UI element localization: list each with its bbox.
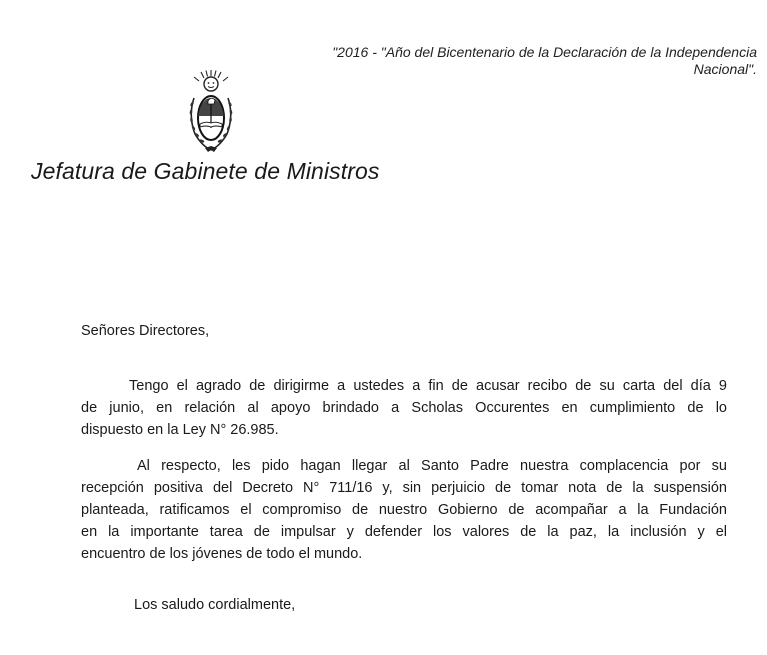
paragraph-line: recepción positiva del Decreto N° 711/16 y, sin perjuicio de tomar nota de la suspensión <box>81 480 727 496</box>
agency-title: Jefatura de Gabinete de Ministros <box>31 158 380 184</box>
salutation: Señores Directores, <box>81 323 210 339</box>
paragraph-1 <box>81 375 727 441</box>
coat-of-arms-icon <box>186 68 236 156</box>
paragraph-line: encuentro de los jóvenes de todo el mundo. <box>81 546 363 562</box>
motto-line-2: Nacional". <box>693 61 757 77</box>
paragraph-2 <box>81 455 727 565</box>
paragraph-line: Al respecto, les pido hagan llegar al Santo Padre nuestra complacencia por su <box>137 458 727 474</box>
closing-line: Los saludo cordialmente, <box>134 597 296 613</box>
paragraph-line: de junio, en relación al apoyo brindado a Scholas Occurentes en cumplimiento de lo <box>81 400 727 416</box>
paragraph-line: dispuesto en la Ley N° 26.985. <box>81 422 279 438</box>
header-motto <box>237 44 757 78</box>
paragraph-line: Tengo el agrado de dirigirme a ustedes a fin de acusar recibo de su carta del día 9 <box>129 378 727 394</box>
paragraph-line: planteada, ratificamos el compromiso de nuestro Gobierno de acompañar a la Fundación <box>81 502 727 518</box>
paragraph-line: en la importante tarea de impulsar y defender los valores de la paz, la inclusión y el <box>81 524 727 540</box>
motto-line-1: "2016 - "Año del Bicentenario de la Declaración de la Independencia <box>332 44 757 60</box>
